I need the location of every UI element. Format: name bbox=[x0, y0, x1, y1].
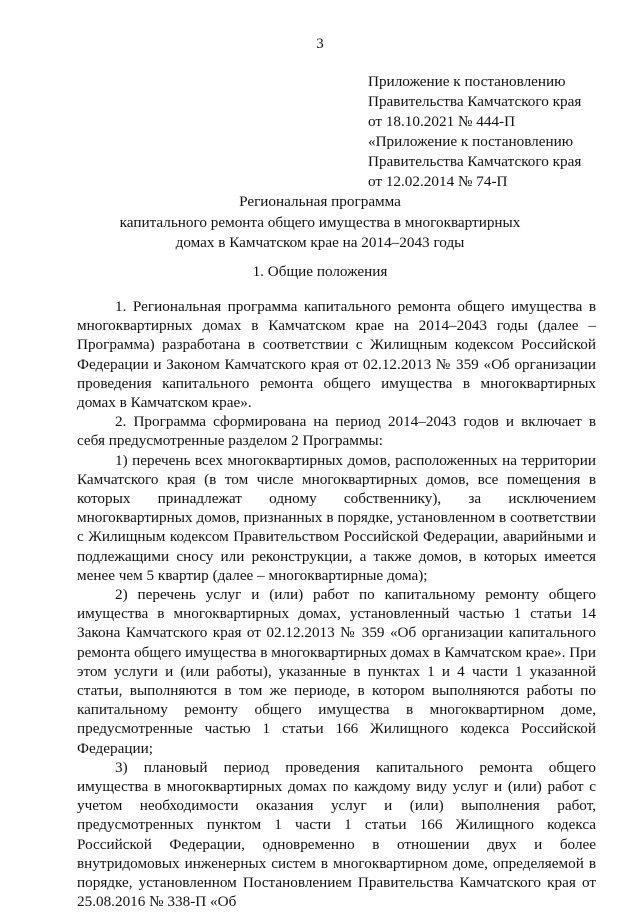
section-heading: 1. Общие положения bbox=[252, 263, 388, 280]
page-number: 3 bbox=[316, 36, 324, 52]
appendix-line: Приложение к постановлению bbox=[368, 73, 566, 90]
appendix-note bbox=[368, 72, 628, 192]
title-line: капитального ремонта общего имущества в многоквартирных bbox=[119, 213, 521, 231]
paragraph: 3) плановый период проведения капитального ремонта общего имущества в многоквартирных домах по каждому виду услуг и (или) работ с учетом необходимости оказания услуг и (или) выполнения работ, предусмотренных пунктом 1 части 1 статьи 166 Жилищного кодекса Российской Федерации, одновременно в отношении двух и более внутридомовых инженерных систем в многоквартирном доме, определяемой в порядке, установленном Постановлением Правительства Камчатского края от 25.08.2016 № 338-П «Об bbox=[77, 758, 596, 911]
paragraph: 2. Программа сформирована на период 2014–2043 годов и включает в себя предусмотренные разделом 2 Программы: bbox=[77, 413, 596, 450]
document-body bbox=[77, 297, 596, 912]
appendix-line: Правительства Камчатского края bbox=[368, 93, 582, 110]
appendix-line: «Приложение к постановлению bbox=[368, 133, 574, 150]
appendix-line: от 12.02.2014 № 74-П bbox=[368, 173, 508, 190]
title-line: домах в Камчатском крае на 2014–2043 годы bbox=[175, 234, 465, 251]
title-line: Региональная программа bbox=[239, 193, 401, 210]
paragraph: 2) перечень услуг и (или) работ по капитальному ремонту общего имущества в многоквартирных домах, установленный частью 1 статьи 14 Закона Камчатского края от 02.12.2013 № 359 «Об организации капитального ремонта общего имущества в многоквартирных домах в Камчатском крае». При этом услуги и (или работы), указанные в пунктах 1 и 4 части 1 указанной статьи, выполняются в том же периоде, в котором выполняются работы по капитальному ремонту общего имущества в многоквартирном доме, предусмотренные частью 1 статьи 166 Жилищного кодекса Российской Федерации; bbox=[77, 586, 596, 757]
appendix-line: Правительства Камчатского края bbox=[368, 153, 582, 170]
document-title bbox=[0, 192, 640, 254]
paragraph: 1. Региональная программа капитального ремонта общего имущества в многоквартирных домах в Камчатском крае на 2014–2043 годы (далее – Программа) разработана в соответствии с Жилищным кодексом Российской Федерации и Законом Камчатского края от 02.12.2013 № 359 «Об организации проведения капитального ремонта общего имущества в многоквартирных домах в Камчатском крае». bbox=[77, 298, 596, 412]
appendix-line: от 18.10.2021 № 444-П bbox=[368, 113, 516, 130]
paragraph: 1) перечень всех многоквартирных домов, расположенных на территории Камчатского края (в том числе многоквартирных домов, все помещения в которых принадлежат одному собственнику), за исключением многоквартирных домов, признанных в порядке, установленном в соответствии с Жилищным кодексом Правительством Российской Федерации, аварийными и подлежащими сносу или реконструкции, а также домов, в которых имеется менее чем 5 квартир (далее – многоквартирные дома); bbox=[77, 451, 596, 584]
